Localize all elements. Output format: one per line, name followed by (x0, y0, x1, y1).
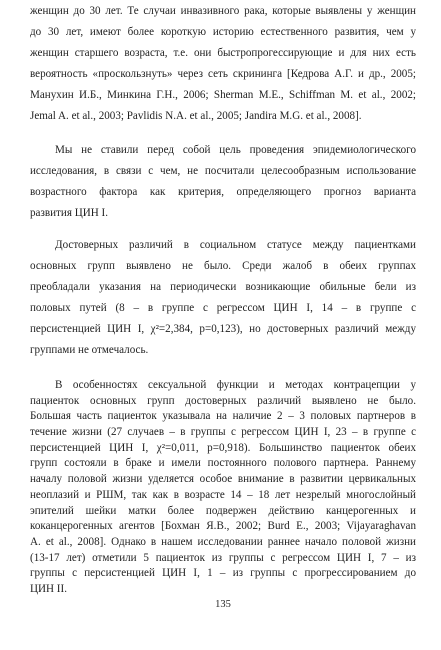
paragraph-4-line-4: течение жизни (27 случаев – в группы с регрессом ЦИН I, 23 – в группе с (30, 426, 416, 438)
paragraph-1-line-2: до 30 лет, имеют более короткую историю естественного развития, чем у (30, 26, 416, 38)
paragraph-4-line-12: (13-17 лет) отметили 5 пациенток из группы с регрессом ЦИН I, 7 – из (30, 552, 416, 564)
paragraph-1-line-5: Манухин И.Б., Минкина Г.Н., 2006; Sherman M.E., Schiffman M. et al., 2002; (30, 89, 416, 101)
paragraph-3-line-3: преобладали указания на периодически возникающие обильные бели из (30, 281, 416, 293)
paragraph-4-line-11: A. et al., 2008]. Однако в нашем исследовании раннее начало половой жизни (30, 536, 416, 548)
paragraph-1-line-4: вероятность «проскользнуть» через сеть скрининга [Кедрова А.Г. и др., 2005; (30, 68, 416, 80)
paragraph-1-line-6: Jemal A. et al., 2003; Pavlidis N.A. et al., 2005; Jandira M.G. et al., 2008]. (30, 110, 362, 122)
document-page (30, 0, 416, 650)
paragraph-3-line-1: Достоверных различий в социальном статусе между пациентками (55, 239, 416, 251)
paragraph-3-line-6: группами не отмечалось. (30, 344, 149, 356)
paragraph-3-line-4: половых путей (8 – в группе с регрессом ЦИН I, 14 – в группе с (30, 302, 416, 314)
paragraph-4-line-3: Большая часть пациенток указывала на наличие 2 – 3 половых партнеров в (30, 410, 416, 422)
paragraph-2-line-1: Мы не ставили перед собой цель проведения эпидемиологического (55, 144, 416, 156)
paragraph-4-line-2: пациенток основных групп достоверных различий выявлено не было. (30, 395, 416, 407)
paragraph-4-line-10: коканцерогенных агентов [Бохман Я.В., 2002; Burd E., 2003; Vijayaraghavan (30, 520, 416, 532)
paragraph-4-line-13: группы с персистенцией ЦИН I, 1 – из группы с прогрессированием до (30, 567, 416, 579)
paragraph-4-line-1: В особенностях сексуальной функции и методах контрацепции у (55, 379, 416, 391)
paragraph-2-line-4: развития ЦИН I. (30, 207, 108, 219)
paragraph-1-line-1: женщин до 30 лет. Те случаи инвазивного рака, которые выявлены у женщин (30, 5, 416, 17)
paragraph-4-line-8: неоплазий и РШМ, так как в возрасте 14 – 18 лет незрелый многослойный (30, 489, 416, 501)
paragraph-4-line-6: групп состояли в браке и имели постоянного полового партнера. Раннему (30, 457, 416, 469)
paragraph-4-line-14: ЦИН II. (30, 583, 67, 595)
paragraph-2-line-3: возрастного фактора как критерия, определяющего прогноз варианта (30, 186, 416, 198)
paragraph-2-line-2: исследования, в связи с чем, не посчитали целесообразным использование (30, 165, 416, 177)
paragraph-3-line-5: персистенцией ЦИН I, χ²=2,384, p=0,123), но достоверных различий между (30, 323, 416, 335)
paragraph-1-line-3: женщин старшего возраста, т.е. они быстропрогессирующие и для них есть (30, 47, 416, 59)
paragraph-4-line-7: началу половой жизни уделяется особое внимание в развитии цервикальных (30, 473, 416, 485)
paragraph-4-line-5: персистенцией ЦИН I, χ²=0,011, p=0,918). Большинство пациенток обеих (30, 442, 416, 454)
paragraph-3-line-2: основных групп выявлено не было. Среди жалоб в обеих группах (30, 260, 416, 272)
paragraph-4-line-9: эпителий шейки матки более подвержен действию канцерогенных и (30, 505, 416, 517)
page-number: 135 (215, 599, 231, 610)
